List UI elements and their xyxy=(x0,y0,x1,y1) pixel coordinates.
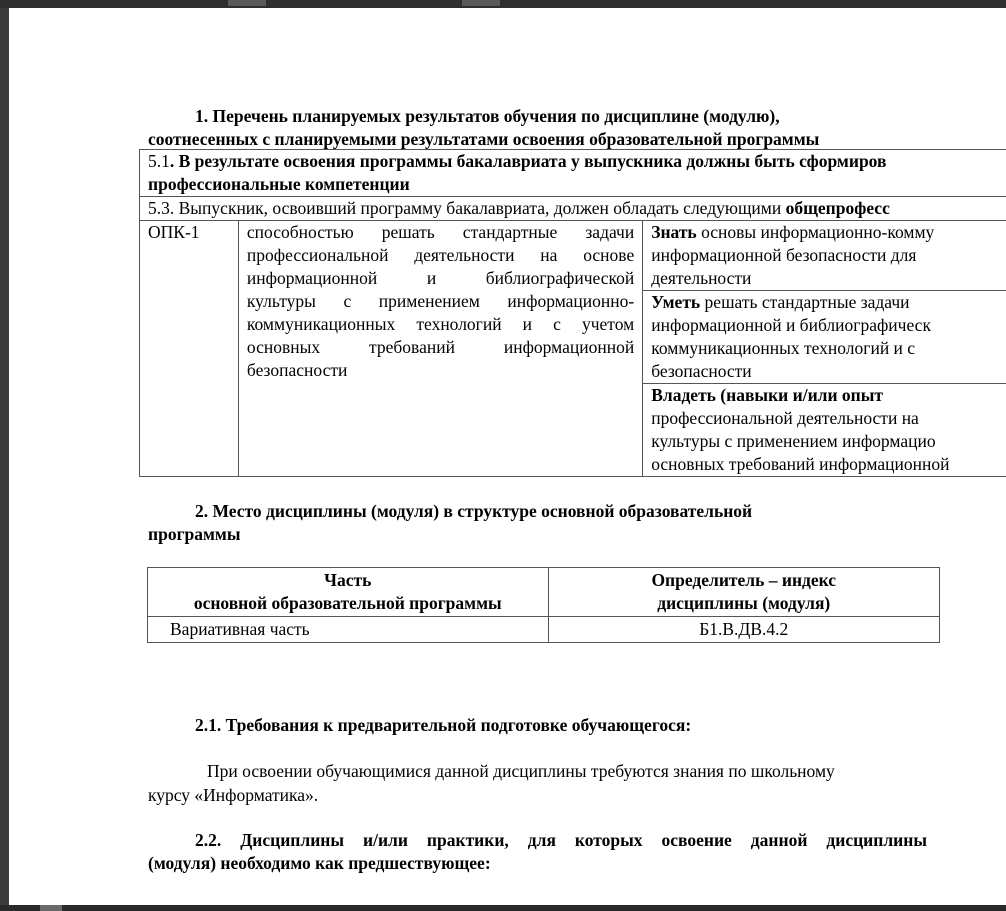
know-line: информационной безопасности для xyxy=(651,245,917,265)
able-label: Уметь xyxy=(651,292,701,312)
table-header-row xyxy=(148,568,940,617)
able-line: информационной и библиографическ xyxy=(651,315,931,335)
toolbar-fragment xyxy=(228,0,266,6)
document-page xyxy=(9,8,1006,905)
able-cell xyxy=(643,291,1006,384)
know-label: Знать xyxy=(651,222,697,242)
header-index-line2: дисциплины (модуля) xyxy=(657,593,831,613)
description-line: основных требований информационной xyxy=(246,337,635,357)
description-line: способностью решать стандартные задачи xyxy=(246,222,635,242)
know-line: деятельности xyxy=(651,268,752,288)
know-cell xyxy=(643,221,1006,291)
header-part-line1: Часть xyxy=(324,570,372,590)
description-line: культуры с применением информационно- xyxy=(246,291,635,311)
own-line: профессиональной деятельности на xyxy=(651,408,919,428)
header-index-line1: Определитель – индекс xyxy=(651,570,837,590)
cell-part: Вариативная часть xyxy=(148,617,549,643)
own-line: культуры с применением информацио xyxy=(651,431,936,451)
cell-index: Б1.В.ДВ.4.2 xyxy=(548,617,940,643)
section21-text-line1: При освоении обучающимися данной дисциплины требуются знания по школьному xyxy=(207,761,835,781)
able-line: коммуникационных технологий и с xyxy=(651,338,916,358)
competency-description-cell xyxy=(238,221,642,477)
section2-heading-line1: 2. Место дисциплины (модуля) в структуре основной образовательной xyxy=(195,501,753,521)
competency-table xyxy=(139,149,1006,477)
description-line: профессиональной деятельности на основе xyxy=(246,245,635,265)
viewer-bottom-bar xyxy=(0,905,1006,911)
header-index xyxy=(548,568,940,617)
toolbar-fragment xyxy=(40,905,62,911)
section2-heading-line2: программы xyxy=(148,524,241,544)
table-row xyxy=(148,617,940,643)
discipline-place-table xyxy=(147,567,940,643)
description-line: информационной и библиографической xyxy=(246,268,635,288)
competency-code: ОПК-1 xyxy=(148,222,200,242)
description-line: безопасности xyxy=(246,360,348,380)
table-row xyxy=(140,221,1006,291)
able-text: решать стандартные задачи xyxy=(700,292,910,312)
row-5-1-number: 5.1 xyxy=(148,151,170,171)
header-part xyxy=(148,568,549,617)
section21-text-line2: курсу «Информатика». xyxy=(148,785,319,805)
table-row xyxy=(140,197,1006,221)
able-line: безопасности xyxy=(651,361,752,381)
section1-heading-line2: соотнесенных с планируемыми результатами освоения образовательной программы xyxy=(148,129,820,149)
row-5-3-bold: общепрофесс xyxy=(785,198,890,218)
table-row xyxy=(140,150,1006,197)
description-line: коммуникационных технологий и с учетом xyxy=(246,314,635,334)
row-5-1-line2: профессиональные компетенции xyxy=(148,174,410,194)
own-line: основных требований информационной xyxy=(651,454,950,474)
row-5-1-text: . В результате освоения программы бакалавриата у выпускника должны быть сформиров xyxy=(169,151,887,171)
viewer-top-bar xyxy=(0,0,1006,8)
section22-heading-line1: 2.2. Дисциплины и/или практики, для которых освоение данной дисциплины xyxy=(195,830,927,850)
row-5-3-text: 5.3. Выпускник, освоивший программу бакалавриата, должен обладать следующими xyxy=(148,198,786,218)
own-cell xyxy=(643,384,1006,477)
section1-heading-line1: 1. Перечень планируемых результатов обучения по дисциплине (модулю), xyxy=(195,106,780,126)
section21-heading: 2.1. Требования к предварительной подготовке обучающегося: xyxy=(195,715,692,735)
know-text: основы информационно-комму xyxy=(696,222,935,242)
row-5-3-cell xyxy=(140,197,1006,221)
toolbar-fragment xyxy=(462,0,500,6)
row-5-1-cell xyxy=(140,150,1006,197)
competency-code-cell xyxy=(140,221,239,477)
own-label: Владеть (навыки и/или опыт xyxy=(651,385,884,405)
section22-heading-line2: (модуля) необходимо как предшествующее: xyxy=(148,853,491,873)
header-part-line2: основной образовательной программы xyxy=(193,593,502,613)
